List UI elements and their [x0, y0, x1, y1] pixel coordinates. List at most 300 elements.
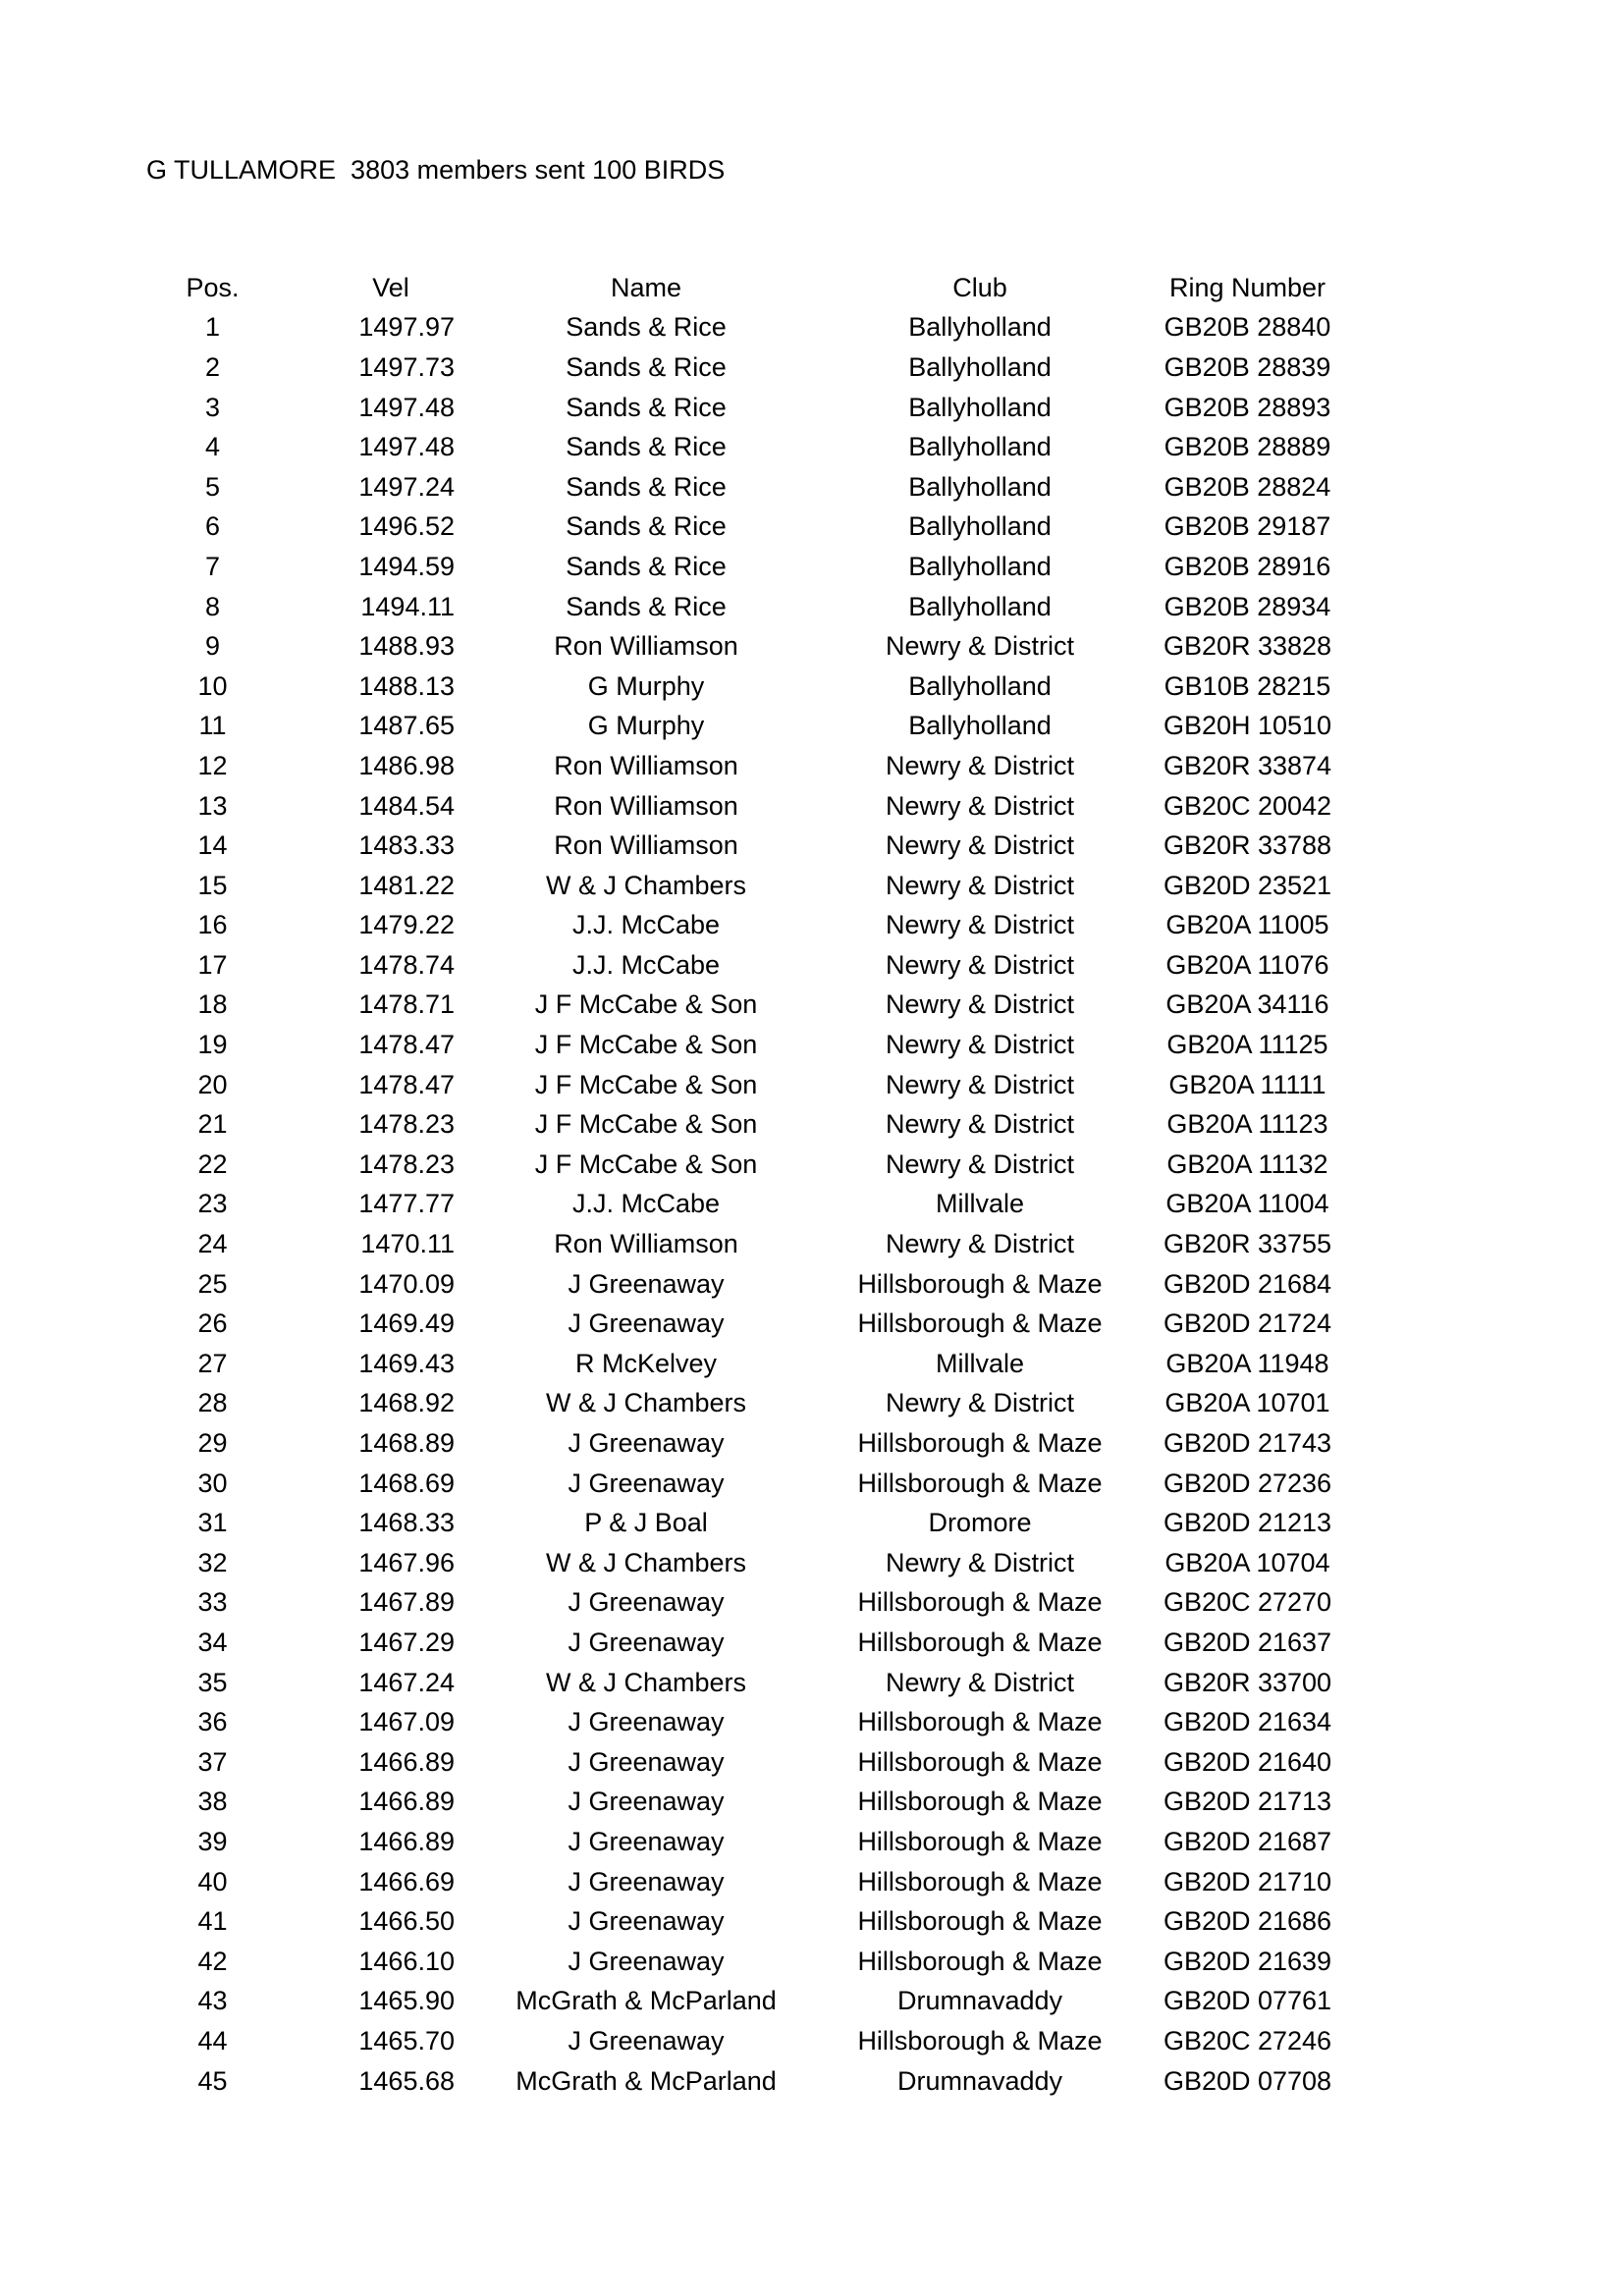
velocity-cell: 1497.97	[358, 312, 455, 343]
table-row	[0, 1065, 1333, 1105]
table-row	[0, 1384, 1333, 1424]
club-cell: Hillsborough & Maze	[857, 1308, 1103, 1339]
spacer-cell	[0, 1025, 157, 1065]
name-cell: J Greenaway	[568, 1946, 725, 1976]
spacer-cell	[0, 1783, 157, 1823]
position-cell: 2	[204, 351, 221, 382]
spacer-cell	[0, 1543, 157, 1583]
table-row	[0, 1304, 1333, 1344]
spacer-cell	[455, 1185, 494, 1225]
spacer-cell	[455, 1783, 494, 1823]
ring-number-cell: GB20A 34116	[1165, 989, 1329, 1020]
name-cell: Ron Williamson	[554, 790, 738, 821]
column-header-club: Club	[952, 272, 1007, 302]
spacer-cell	[455, 1862, 494, 1902]
club-cell: Newry & District	[885, 750, 1074, 780]
spacer-cell	[455, 507, 494, 548]
spacer-cell	[455, 1583, 494, 1624]
position-cell: 43	[197, 1986, 228, 2016]
spacer-cell	[455, 1104, 494, 1145]
ring-number-cell: GB20A 11123	[1166, 1109, 1328, 1140]
velocity-cell: 1488.93	[358, 631, 455, 662]
spacer-cell	[455, 1344, 494, 1384]
velocity-cell: 1466.50	[358, 1906, 455, 1937]
position-cell: 36	[197, 1707, 228, 1737]
club-cell: Dromore	[928, 1508, 1032, 1538]
ring-number-cell: GB20B 28840	[1164, 312, 1331, 343]
name-cell: McGrath & McParland	[515, 2065, 777, 2096]
ring-number-cell: GB20D 21640	[1163, 1746, 1332, 1777]
spacer-cell	[0, 746, 157, 786]
name-cell: Sands & Rice	[566, 432, 727, 462]
ring-number-cell: GB20R 33828	[1163, 631, 1332, 662]
name-cell: Sands & Rice	[566, 471, 727, 502]
name-cell: J.J. McCabe	[571, 949, 721, 980]
club-cell: Newry & District	[885, 1547, 1074, 1577]
position-cell: 23	[197, 1189, 228, 1219]
spacer-cell	[0, 986, 157, 1026]
velocity-cell: 1467.96	[358, 1547, 455, 1577]
club-cell: Drumnavaddy	[896, 2065, 1063, 2096]
table-row	[0, 986, 1333, 1026]
ring-number-cell: GB20C 27270	[1163, 1587, 1332, 1618]
spacer-cell	[0, 1663, 157, 1703]
name-cell: J Greenaway	[568, 1268, 725, 1299]
table-row	[0, 1942, 1333, 1982]
name-cell: W & J Chambers	[545, 1547, 747, 1577]
spacer-cell	[0, 1264, 157, 1305]
ring-number-cell: GB20B 29187	[1164, 511, 1331, 542]
position-cell: 30	[197, 1468, 228, 1498]
table-row	[0, 1663, 1333, 1703]
name-cell: Sands & Rice	[566, 551, 727, 581]
position-cell: 4	[204, 432, 221, 462]
position-cell: 10	[197, 670, 228, 701]
table-row	[0, 388, 1333, 428]
spacer-cell	[455, 547, 494, 587]
table-row	[0, 467, 1333, 507]
spacer-cell	[455, 587, 494, 627]
ring-number-cell: GB20R 33755	[1163, 1229, 1332, 1259]
club-cell: Hillsborough & Maze	[857, 2025, 1103, 2056]
name-cell: J F McCabe & Son	[534, 989, 758, 1020]
velocity-cell: 1466.89	[358, 1746, 455, 1777]
velocity-cell: 1497.48	[358, 392, 455, 422]
club-cell: Hillsborough & Maze	[857, 1906, 1103, 1937]
spacer-cell	[455, 1464, 494, 1504]
spacer-cell	[455, 707, 494, 747]
name-cell: W & J Chambers	[545, 1667, 747, 1697]
velocity-cell: 1468.69	[358, 1468, 455, 1498]
spacer-cell	[0, 587, 157, 627]
spacer-cell	[0, 1423, 157, 1464]
spacer-cell	[455, 1304, 494, 1344]
spacer-cell	[0, 826, 157, 866]
ring-number-cell: GB20R 33788	[1163, 830, 1332, 861]
spacer-cell	[0, 1185, 157, 1225]
table-row	[0, 1702, 1333, 1742]
spacer-cell	[0, 1942, 157, 1982]
table-row	[0, 1783, 1333, 1823]
club-cell: Newry & District	[885, 1030, 1074, 1060]
club-cell: Ballyholland	[908, 711, 1052, 741]
table-row	[0, 1224, 1333, 1264]
page-title: G TULLAMORE 3803 members sent 100 BIRDS	[146, 155, 726, 185]
header-row	[0, 268, 1333, 308]
club-cell: Hillsborough & Maze	[857, 1268, 1103, 1299]
spacer-cell	[0, 707, 157, 747]
spacer-cell	[0, 547, 157, 587]
velocity-cell: 1466.10	[358, 1946, 455, 1976]
name-cell: R McKelvey	[574, 1348, 718, 1378]
table-row	[0, 1423, 1333, 1464]
table-row	[0, 826, 1333, 866]
velocity-cell: 1496.52	[358, 511, 455, 542]
position-cell: 41	[197, 1906, 228, 1937]
ring-number-cell: GB20D 21637	[1163, 1627, 1332, 1657]
spacer-cell	[455, 786, 494, 827]
club-cell: Newry & District	[885, 1667, 1074, 1697]
velocity-cell: 1488.13	[358, 670, 455, 701]
velocity-cell: 1468.33	[358, 1508, 455, 1538]
ring-number-cell: GB20B 28889	[1164, 432, 1331, 462]
name-cell: J.J. McCabe	[571, 1189, 721, 1219]
club-cell: Newry & District	[885, 1229, 1074, 1259]
ring-number-cell: GB20D 21713	[1163, 1787, 1332, 1817]
position-cell: 12	[197, 750, 228, 780]
spacer-cell	[455, 866, 494, 906]
position-cell: 21	[197, 1109, 228, 1140]
club-cell: Millvale	[935, 1189, 1025, 1219]
name-cell: J F McCabe & Son	[534, 1069, 758, 1099]
spacer-cell	[0, 1384, 157, 1424]
club-cell: Ballyholland	[908, 511, 1052, 542]
spacer-cell	[455, 746, 494, 786]
club-cell: Ballyholland	[908, 432, 1052, 462]
club-cell: Newry & District	[885, 790, 1074, 821]
club-cell: Hillsborough & Maze	[857, 1707, 1103, 1737]
ring-number-cell: GB20D 21684	[1163, 1268, 1332, 1299]
spacer-cell	[455, 667, 494, 707]
name-cell: G Murphy	[587, 711, 705, 741]
velocity-cell: 1465.90	[358, 1986, 455, 2016]
name-cell: J Greenaway	[568, 1428, 725, 1459]
club-cell: Hillsborough & Maze	[857, 1787, 1103, 1817]
ring-number-cell: GB20R 33874	[1163, 750, 1332, 780]
spacer-cell	[455, 826, 494, 866]
name-cell: J Greenaway	[568, 1587, 725, 1618]
ring-number-cell: GB20H 10510	[1163, 711, 1332, 741]
velocity-cell: 1483.33	[358, 830, 455, 861]
name-cell: McGrath & McParland	[515, 1986, 777, 2016]
velocity-cell: 1494.59	[358, 551, 455, 581]
spacer-cell	[0, 2061, 157, 2102]
table-row	[0, 707, 1333, 747]
club-cell: Hillsborough & Maze	[857, 1866, 1103, 1896]
table-row	[0, 1583, 1333, 1624]
club-cell: Newry & District	[885, 830, 1074, 861]
table-row	[0, 1623, 1333, 1663]
table-row	[0, 1104, 1333, 1145]
spacer-cell	[455, 1663, 494, 1703]
position-cell: 14	[197, 830, 228, 861]
ring-number-cell: GB20R 33700	[1163, 1667, 1332, 1697]
spacer-cell	[0, 1104, 157, 1145]
velocity-cell: 1497.73	[358, 351, 455, 382]
position-cell: 13	[197, 790, 228, 821]
name-cell: Sands & Rice	[566, 312, 727, 343]
spacer-cell	[455, 626, 494, 667]
club-cell: Newry & District	[885, 1069, 1074, 1099]
spacer-cell	[0, 1982, 157, 2022]
position-cell: 15	[197, 870, 228, 900]
position-cell: 38	[197, 1787, 228, 1817]
table-row	[0, 2061, 1333, 2102]
spacer-cell	[455, 1025, 494, 1065]
velocity-cell: 1468.89	[358, 1428, 455, 1459]
club-cell: Ballyholland	[908, 551, 1052, 581]
results-body	[0, 308, 1333, 2102]
club-cell: Newry & District	[885, 631, 1074, 662]
table-row	[0, 1145, 1333, 1185]
table-row	[0, 1503, 1333, 1543]
table-row	[0, 786, 1333, 827]
spacer-cell	[0, 945, 157, 986]
ring-number-cell: GB20A 11948	[1165, 1348, 1329, 1378]
spacer-cell	[0, 1503, 157, 1543]
name-cell: J Greenaway	[568, 1468, 725, 1498]
spacer-cell	[455, 1543, 494, 1583]
name-cell: J Greenaway	[568, 2025, 725, 2056]
name-cell: J F McCabe & Son	[534, 1109, 758, 1140]
name-cell: J Greenaway	[568, 1906, 725, 1937]
spacer-cell	[455, 1942, 494, 1982]
club-cell: Newry & District	[885, 870, 1074, 900]
spacer-cell	[0, 427, 157, 467]
table-row	[0, 906, 1333, 946]
ring-number-cell: GB20D 21743	[1163, 1428, 1332, 1459]
name-cell: J Greenaway	[568, 1826, 725, 1856]
position-cell: 39	[197, 1826, 228, 1856]
velocity-cell: 1469.49	[358, 1308, 455, 1339]
position-cell: 7	[204, 551, 221, 581]
position-cell: 28	[197, 1388, 228, 1418]
spacer-cell	[455, 1742, 494, 1783]
table-row	[0, 1543, 1333, 1583]
spacer-cell	[0, 786, 157, 827]
velocity-cell: 1470.11	[360, 1229, 455, 1259]
velocity-cell: 1467.29	[358, 1627, 455, 1657]
velocity-cell: 1478.71	[358, 989, 455, 1020]
table-row	[0, 2021, 1333, 2061]
spacer-cell	[0, 1145, 157, 1185]
velocity-cell: 1468.92	[358, 1388, 455, 1418]
table-row	[0, 746, 1333, 786]
name-cell: J Greenaway	[568, 1787, 725, 1817]
spacer-cell	[455, 1224, 494, 1264]
ring-number-cell: GB20A 11076	[1165, 949, 1329, 980]
club-cell: Ballyholland	[908, 312, 1052, 343]
club-cell: Millvale	[935, 1348, 1025, 1378]
table-row	[0, 547, 1333, 587]
position-cell: 37	[197, 1746, 228, 1777]
spacer-cell	[455, 1623, 494, 1663]
table-row	[0, 667, 1333, 707]
position-cell: 22	[197, 1148, 228, 1179]
ring-number-cell: GB20A 10701	[1164, 1388, 1330, 1418]
ring-number-cell: GB20D 21686	[1163, 1906, 1332, 1937]
spacer-cell	[455, 1065, 494, 1105]
spacer-cell	[0, 1822, 157, 1862]
spacer-cell	[455, 308, 494, 348]
spacer-cell	[455, 427, 494, 467]
spacer-cell	[455, 2061, 494, 2102]
position-cell: 27	[197, 1348, 228, 1378]
spacer-cell	[455, 388, 494, 428]
spacer-cell	[455, 1982, 494, 2022]
club-cell: Hillsborough & Maze	[857, 1946, 1103, 1976]
ring-number-cell: GB20A 11132	[1166, 1148, 1328, 1179]
club-cell: Newry & District	[885, 949, 1074, 980]
position-cell: 44	[197, 2025, 228, 2056]
velocity-cell: 1478.23	[358, 1109, 455, 1140]
club-cell: Hillsborough & Maze	[857, 1587, 1103, 1618]
velocity-cell: 1486.98	[358, 750, 455, 780]
velocity-cell: 1494.11	[360, 591, 455, 621]
column-header-name: Name	[610, 272, 682, 302]
ring-number-cell: GB20A 11004	[1165, 1189, 1329, 1219]
velocity-cell: 1467.24	[358, 1667, 455, 1697]
table-row	[0, 1344, 1333, 1384]
spacer-cell	[455, 1702, 494, 1742]
spacer-cell	[0, 308, 157, 348]
position-cell: 16	[197, 910, 228, 940]
velocity-cell: 1497.48	[358, 432, 455, 462]
name-cell: J Greenaway	[568, 1627, 725, 1657]
spacer-cell	[0, 388, 157, 428]
spacer-cell	[0, 1862, 157, 1902]
name-cell: J.J. McCabe	[571, 910, 721, 940]
spacer-cell	[0, 507, 157, 548]
position-cell: 17	[197, 949, 228, 980]
results-table	[0, 268, 1333, 2101]
table-row	[0, 1862, 1333, 1902]
ring-number-cell: GB20D 21634	[1163, 1707, 1332, 1737]
table-row	[0, 308, 1333, 348]
spacer-cell	[455, 1264, 494, 1305]
name-cell: Sands & Rice	[566, 351, 727, 382]
position-cell: 33	[197, 1587, 228, 1618]
spacer-cell	[0, 467, 157, 507]
position-cell: 6	[204, 511, 221, 542]
table-row	[0, 1982, 1333, 2022]
name-cell: Ron Williamson	[554, 631, 738, 662]
name-cell: Ron Williamson	[554, 830, 738, 861]
table-row	[0, 347, 1333, 388]
club-cell: Newry & District	[885, 1388, 1074, 1418]
spacer-cell	[455, 906, 494, 946]
position-cell: 25	[197, 1268, 228, 1299]
ring-number-cell: GB20D 23521	[1163, 870, 1332, 900]
position-cell: 32	[197, 1547, 228, 1577]
spacer-cell	[0, 2021, 157, 2061]
spacer-cell	[455, 1503, 494, 1543]
velocity-cell: 1478.74	[358, 949, 455, 980]
ring-number-cell: GB10B 28215	[1164, 670, 1331, 701]
name-cell: Ron Williamson	[554, 1229, 738, 1259]
velocity-cell: 1481.22	[358, 870, 455, 900]
name-cell: J F McCabe & Son	[534, 1030, 758, 1060]
name-cell: Ron Williamson	[554, 750, 738, 780]
table-row	[0, 1464, 1333, 1504]
spacer-cell	[455, 347, 494, 388]
velocity-cell: 1466.69	[358, 1866, 455, 1896]
spacer-cell	[0, 1464, 157, 1504]
ring-number-cell: GB20C 27246	[1163, 2025, 1332, 2056]
club-cell: Ballyholland	[908, 392, 1052, 422]
ring-number-cell: GB20D 07761	[1163, 1986, 1332, 2016]
ring-number-cell: GB20D 21724	[1163, 1308, 1332, 1339]
table-row	[0, 866, 1333, 906]
velocity-cell: 1466.89	[358, 1826, 455, 1856]
table-row	[0, 1185, 1333, 1225]
club-cell: Hillsborough & Maze	[857, 1746, 1103, 1777]
club-cell: Ballyholland	[908, 471, 1052, 502]
position-cell: 34	[197, 1627, 228, 1657]
table-row	[0, 1025, 1333, 1065]
spacer-cell	[455, 945, 494, 986]
velocity-cell: 1487.65	[358, 711, 455, 741]
spacer-cell	[0, 1344, 157, 1384]
spacer-cell	[455, 1423, 494, 1464]
name-cell: J F McCabe & Son	[534, 1148, 758, 1179]
spacer-cell	[455, 2021, 494, 2061]
club-cell: Hillsborough & Maze	[857, 1627, 1103, 1657]
name-cell: W & J Chambers	[545, 1388, 747, 1418]
ring-number-cell: GB20B 28824	[1164, 471, 1331, 502]
ring-number-cell: GB20A 11111	[1168, 1069, 1326, 1099]
table-row	[0, 427, 1333, 467]
table-row	[0, 945, 1333, 986]
table-row	[0, 1264, 1333, 1305]
velocity-cell: 1484.54	[358, 790, 455, 821]
velocity-cell: 1466.89	[358, 1787, 455, 1817]
column-header-pos: Pos.	[186, 272, 240, 302]
ring-number-cell: GB20B 28893	[1164, 392, 1331, 422]
name-cell: J Greenaway	[568, 1707, 725, 1737]
position-cell: 19	[197, 1030, 228, 1060]
spacer-cell	[0, 347, 157, 388]
spacer-cell	[0, 1742, 157, 1783]
position-cell: 40	[197, 1866, 228, 1896]
club-cell: Newry & District	[885, 1109, 1074, 1140]
position-cell: 20	[197, 1069, 228, 1099]
velocity-cell: 1465.70	[358, 2025, 455, 2056]
club-cell: Ballyholland	[908, 351, 1052, 382]
ring-number-cell: GB20D 21639	[1163, 1946, 1332, 1976]
position-cell: 24	[197, 1229, 228, 1259]
spacer-cell	[455, 467, 494, 507]
name-cell: Sands & Rice	[566, 392, 727, 422]
club-cell: Ballyholland	[908, 670, 1052, 701]
spacer-cell	[455, 268, 494, 308]
column-header-ring-number: Ring Number	[1168, 272, 1326, 302]
spacer-cell	[455, 1901, 494, 1942]
velocity-cell: 1467.89	[358, 1587, 455, 1618]
position-cell: 35	[197, 1667, 228, 1697]
spacer-cell	[0, 906, 157, 946]
name-cell: J Greenaway	[568, 1308, 725, 1339]
